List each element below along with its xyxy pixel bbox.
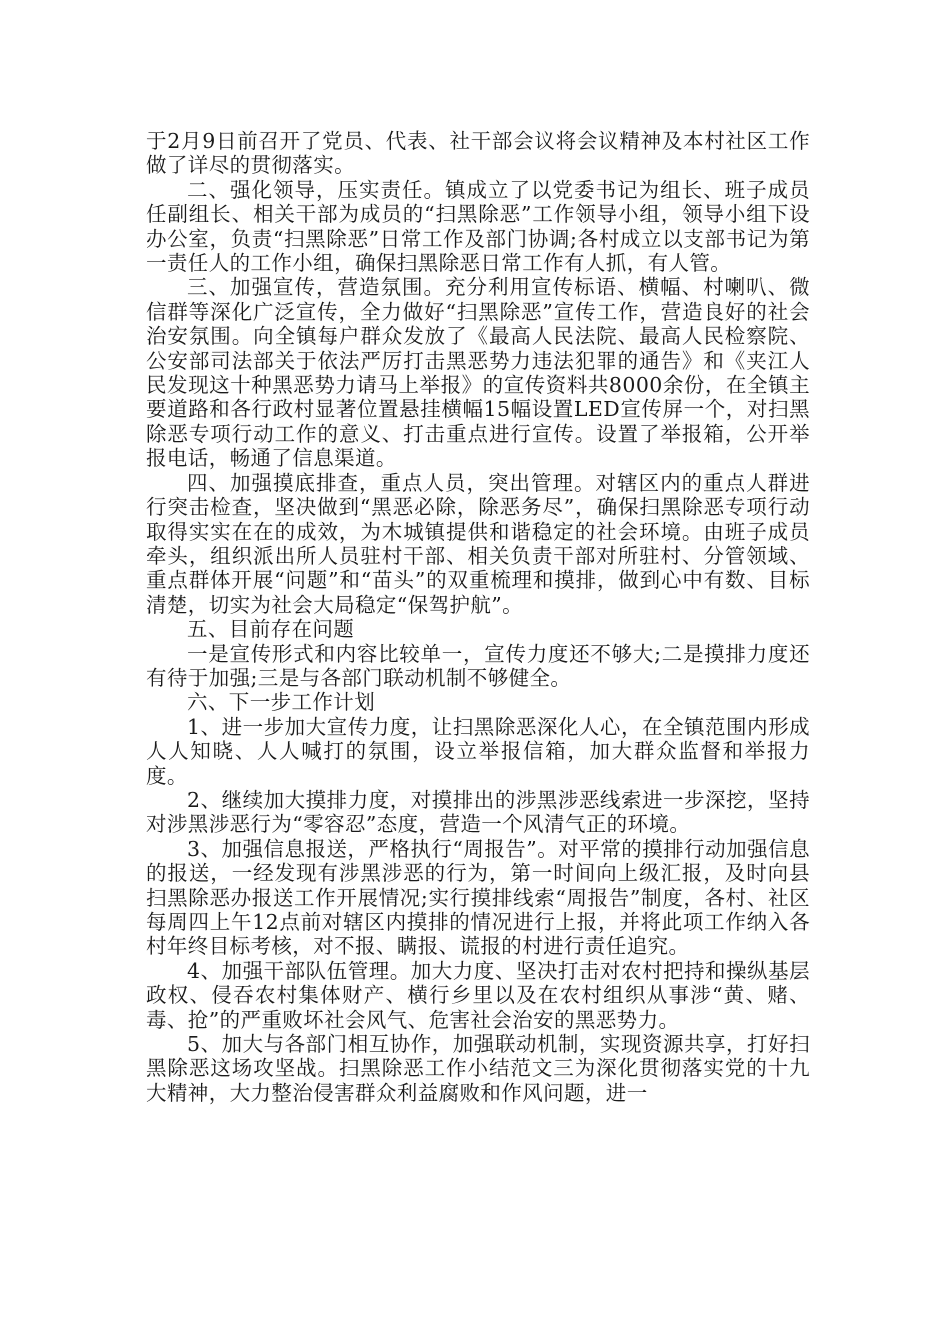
plan-item-1: 1、进一步加大宣传力度，让扫黑除恶深化人心，在全镇范围内形成人人知晓、人人喊打的氛围，设立举报信箱，加大群众监督和举报力度。: [146, 714, 810, 788]
paragraph-2: 二、强化领导，压实责任。镇成立了以党委书记为组长、班子成员任副组长、相关干部为成员的“扫黑除恶”工作领导小组，领导小组下设办公室，负责“扫黑除恶”日常工作及部门协调;各村成立以支部书记为第一责任人的工作小组，确保扫黑除恶日常工作有人抓，有人管。: [146, 177, 810, 276]
paragraph-1: 于2月9日前召开了党员、代表、社干部会议将会议精神及本村社区工作做了详尽的贯彻落实。: [146, 129, 810, 178]
plan-item-5: 5、加大与各部门相互协作，加强联动机制，实现资源共享，打好扫黑除恶这场攻坚战。扫黑除恶工作小结范文三为深化贯彻落实党的十九大精神，大力整治侵害群众利益腐败和作风问题，进一: [146, 1032, 810, 1105]
section-heading-problems: 五、目前存在问题: [187, 617, 355, 642]
section-heading-next-steps: 六、下一步工作计划: [187, 690, 376, 715]
paragraph-3: 三、加强宣传，营造氛围。充分利用宣传标语、横幅、村喇叭、微信群等深化广泛宣传，全力做好“扫黑除恶”宣传工作，营造良好的社会治安氛围。向全镇每户群众发放了《最高人民法院、最高人民检察院、公安部司法部关于依法严厉打击黑恶势力违法犯罪的通告》和《夹江人民发现这十种黑恶势力请马上举报》的宣传资料共8000余份，在全镇主要道路和各行政村显著位置悬挂横幅15幅设置LED宣传屏一个，对扫黑除恶专项行动工作的意义、打击重点进行宣传。设置了举报箱，公开举报电话，畅通了信息渠道。: [146, 275, 810, 471]
plan-item-3: 3、加强信息报送，严格执行“周报告”。对平常的摸排行动加强信息的报送，一经发现有涉黑涉恶的行为，第一时间向上级汇报，及时向县扫黑除恶办报送工作开展情况;实行摸排线索“周报告”制度，各村、社区每周四上午12点前对辖区内摸排的情况进行上报，并将此项工作纳入各村年终目标考核，对不报、瞒报、谎报的村进行责任追究。: [146, 836, 810, 959]
document-body: [146, 129, 810, 1105]
plan-item-2: 2、继续加大摸排力度，对摸排出的涉黑涉恶线索进一步深挖，坚持对涉黑涉恶行为“零容忍”态度，营造一个风清气正的环境。: [146, 787, 810, 837]
paragraph-4: 四、加强摸底排查，重点人员，突出管理。对辖区内的重点人群进行突击检查，坚决做到“黑恶必除，除恶务尽”，确保扫黑除恶专项行动取得实实在在的成效，为木城镇提供和谐稳定的社会环境。由班子成员牵头，组织派出所人员驻村干部、相关负责干部对所驻村、分管领域、重点群体开展“问题”和“苗头”的双重梳理和摸排，做到心中有数、目标清楚，切实为社会大局稳定“保驾护航”。: [146, 470, 810, 617]
plan-item-4: 4、加强干部队伍管理。加大力度、坚决打击对农村把持和操纵基层政权、侵吞农村集体财产、横行乡里以及在农村组织从事涉“黄、赌、毒、抢”的严重败坏社会风气、危害社会治安的黑恶势力。: [146, 958, 810, 1032]
paragraph-problems: 一是宣传形式和内容比较单一，宣传力度还不够大;二是摸排力度还有待于加强;三是与各部门联动机制不够健全。: [146, 641, 810, 690]
